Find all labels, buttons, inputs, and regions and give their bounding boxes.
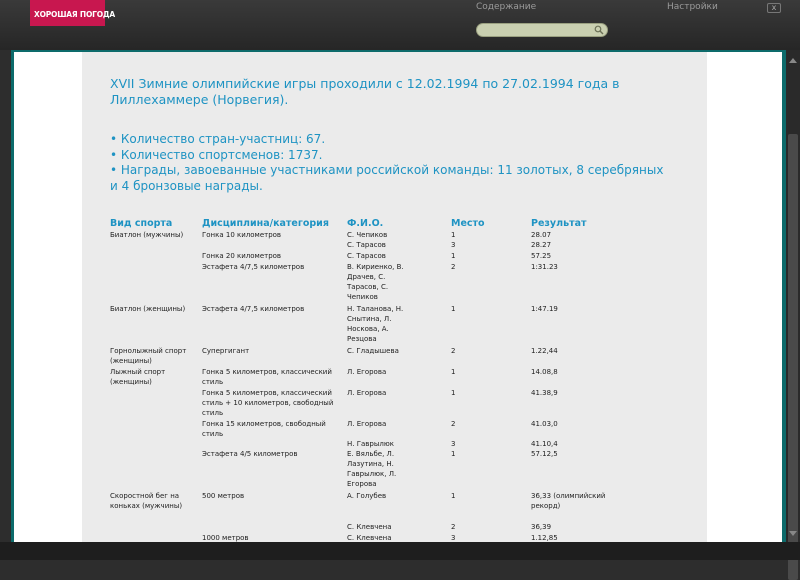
cell-sport: Биатлон (женщины) bbox=[110, 305, 186, 313]
cell-result: 41.38,9 bbox=[531, 389, 558, 397]
facts-list bbox=[110, 132, 670, 194]
search-input[interactable] bbox=[483, 24, 593, 36]
cell-place: 2 bbox=[451, 420, 456, 428]
cell-name: Н. Гаврылюк bbox=[347, 440, 394, 448]
cell-place: 1 bbox=[451, 450, 456, 458]
fact-countries: • Количество стран-участниц: 67. bbox=[110, 132, 326, 146]
top-bar bbox=[0, 0, 800, 50]
cell-place: 1 bbox=[451, 305, 456, 313]
cell-sport: Биатлон (мужчины) bbox=[110, 231, 184, 239]
cell-discipline: Гонка 15 километров, свободный стиль bbox=[202, 420, 326, 438]
cell-result: 1.12,85 bbox=[531, 534, 558, 542]
page-paper bbox=[14, 52, 782, 542]
cell-place: 3 bbox=[451, 534, 456, 542]
cell-result: 1.22,44 bbox=[531, 347, 558, 355]
header-place: Место bbox=[451, 218, 485, 229]
cell-result: 57.25 bbox=[531, 252, 552, 260]
cell-result: 36,39 bbox=[531, 523, 552, 531]
cell-result: 41.03,0 bbox=[531, 420, 558, 428]
bottom-bar bbox=[0, 542, 800, 560]
header-discipline: Дисциплина/категория bbox=[202, 218, 329, 229]
cell-place: 1 bbox=[451, 389, 456, 397]
fact-athletes: • Количество спортсменов: 1737. bbox=[110, 147, 323, 162]
cell-discipline: Супергигант bbox=[202, 347, 250, 355]
cell-name: А. Голубев bbox=[347, 492, 387, 500]
article-content bbox=[82, 52, 707, 542]
cell-result: 1:31.23 bbox=[531, 263, 558, 271]
vertical-scrollbar[interactable] bbox=[786, 50, 800, 542]
cell-place: 2 bbox=[451, 347, 456, 355]
cell-discipline: 1000 метров bbox=[202, 534, 249, 542]
cell-result: 14.08,8 bbox=[531, 368, 558, 376]
cell-name: Л. Егорова bbox=[347, 389, 387, 397]
cell-place: 1 bbox=[451, 231, 456, 239]
cell-place: 3 bbox=[451, 440, 456, 448]
scrollbar-thumb[interactable] bbox=[788, 134, 798, 580]
cell-discipline: Гонка 10 километров bbox=[202, 231, 282, 239]
settings-link[interactable]: Настройки bbox=[667, 2, 718, 12]
cell-place: 2 bbox=[451, 263, 456, 271]
cell-sport: Лыжный спорт (женщины) bbox=[110, 368, 166, 386]
cell-name: С. Тарасов bbox=[347, 241, 386, 249]
cell-result: 1:47.19 bbox=[531, 305, 558, 313]
cell-discipline: Эстафета 4/5 километров bbox=[202, 450, 298, 458]
cell-sport: Скоростной бег на коньках (мужчины) bbox=[110, 492, 183, 510]
contents-link[interactable]: Содержание bbox=[476, 2, 537, 12]
header-name: Ф.И.О. bbox=[347, 218, 384, 229]
cell-discipline: 500 метров bbox=[202, 492, 245, 500]
cell-name: С. Клевчена bbox=[347, 534, 392, 542]
cell-result: 41.10,4 bbox=[531, 440, 558, 448]
cell-result: 36,33 (олимпийский рекорд) bbox=[531, 492, 606, 510]
cell-name: С. Тарасов bbox=[347, 252, 386, 260]
cell-discipline: Эстафета 4/7,5 километров bbox=[202, 305, 305, 313]
cell-name: Л. Егорова bbox=[347, 420, 387, 428]
cell-sport: Горнолыжный спорт (женщины) bbox=[110, 347, 187, 365]
cell-place: 2 bbox=[451, 523, 456, 531]
cell-place: 1 bbox=[451, 252, 456, 260]
cell-place: 3 bbox=[451, 241, 456, 249]
cell-name: Е. Вяльбе, Л. Лазутина, Н. Гаврылюк, Л. Егорова bbox=[347, 450, 397, 488]
cell-result: 28.07 bbox=[531, 231, 552, 239]
header-result: Результат bbox=[531, 218, 587, 229]
cell-place: 1 bbox=[451, 368, 456, 376]
cell-name: Н. Таланова, Н. Снытина, Л. Носкова, А. Резцова bbox=[347, 305, 404, 343]
search-icon[interactable] bbox=[594, 25, 604, 35]
app-logo[interactable]: ХОРОШАЯ ПОГОДА bbox=[30, 0, 105, 26]
cell-discipline: Гонка 5 километров, классический стиль bbox=[202, 368, 332, 386]
cell-result: 28.27 bbox=[531, 241, 552, 249]
cell-name: С. Клевчена bbox=[347, 523, 392, 531]
cell-place: 1 bbox=[451, 492, 456, 500]
cell-discipline: Эстафета 4/7,5 километров bbox=[202, 263, 305, 271]
scroll-up-icon[interactable] bbox=[789, 58, 797, 63]
cell-name: Л. Егорова bbox=[347, 368, 387, 376]
fact-medals: • Награды, завоеванные участниками российской команды: 11 золотых, 8 серебряных и 4 бронзовые награды. bbox=[110, 163, 664, 193]
cell-name: В. Кириенко, В. Драчев, С. Тарасов, С. Чепиков bbox=[347, 263, 404, 301]
search-box[interactable] bbox=[476, 23, 608, 37]
close-button[interactable]: x bbox=[767, 3, 781, 13]
header-sport: Вид спорта bbox=[110, 218, 173, 229]
cell-discipline: Гонка 5 километров, классический стиль + 10 километров, свободный стиль bbox=[202, 389, 334, 417]
cell-discipline: Гонка 20 километров bbox=[202, 252, 282, 260]
cell-result: 57.12,5 bbox=[531, 450, 558, 458]
scroll-down-icon[interactable] bbox=[789, 531, 797, 536]
cell-name: С. Чепиков bbox=[347, 231, 388, 239]
article-title: XVII Зимние олимпийские игры проходили с 12.02.1994 по 27.02.1994 года в Лиллехаммере (Норвегия). bbox=[110, 76, 620, 107]
cell-name: С. Гладышева bbox=[347, 347, 399, 355]
